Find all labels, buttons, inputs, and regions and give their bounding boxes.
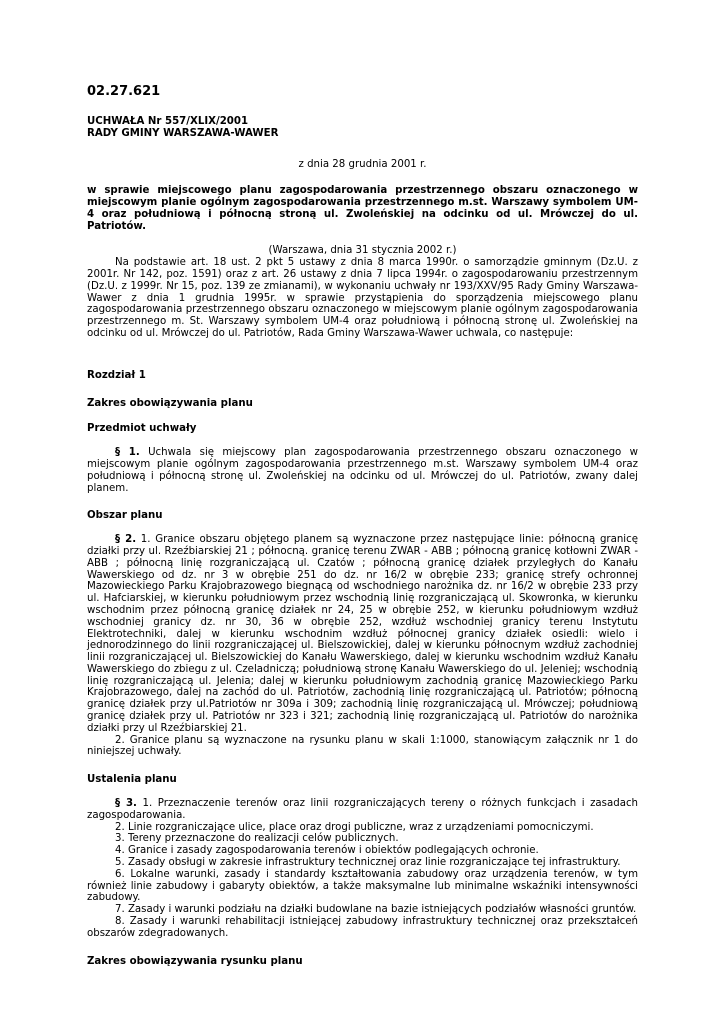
list-item: 7. Zasady i warunki podziału na działki budowlane na bazie istniejących podziałów własności gruntów. [115, 904, 637, 916]
provisions-heading: Ustalenia planu [87, 774, 177, 786]
paragraph-1 [87, 447, 638, 494]
resolution-body: RADY GMINY WARSZAWA-WAWER [87, 127, 279, 139]
subject-heading: Przedmiot uchwały [87, 423, 197, 435]
paragraph-2 [87, 534, 638, 735]
paragraph-3-item-1: 1. Przeznaczenie terenów oraz linii rozgraniczających tereny o różnych funkcjach i zasadach zagospodarowania. [87, 798, 638, 821]
resolution-subject: w sprawie miejscowego planu zagospodarowania przestrzennego obszaru oznaczonego w miejscowym planie ogólnym zagospodarowania przestrzennego m.st. Warszawy symbolem UM-4 oraz południową i północną stroną ul. Zwoleńskiej na odcinku od ul. Mrówczej do ul. Patriotów. [87, 185, 638, 232]
scope-heading: Zakres obowiązywania planu [87, 397, 253, 409]
paragraph-2-item-2: 2. Granice planu są wyznaczone na rysunku planu w skali 1:1000, stanowiącym załącznik nr 1 do niniejszej uchwały. [87, 734, 638, 758]
paragraph-3 [87, 798, 638, 822]
paragraph-2-text: 1. Granice obszaru objętego planem są wyznaczone przez następujące linie: północną granicę działki przy ul. Rzeźbiarskiej 21 ; północną. granicę terenu ZWAR - ABB ; północną granicę kotłowni ZWAR - ABB ; północną linię rozgraniczającą ul. Czatów ; północną granicę działek przyległych do Kanału Wawerskiego od dz. nr 3 w obrębie 251 do dz. nr 16/2 w obrębie 233; granicę strefy ochronnej Mazowieckiego Parku Krajobrazowego biegnącą od wschodniego narożnika dz. nr 16/2 w obrębie 233 przy ul. Hafciarskiej, w kierunku południowym przez wschodnią linię rozgraniczającą ul. Skowronka, w kierunku wschodnim przez północną granicę działek nr 24, 25 w obrębie 252, w kierunku południowym wzdłuż wschodniej granicy dz. nr 30, 36 w obrębie 252, wzdłuż wschodniej granicy terenu Instytutu Elektrotechniki, dalej w kierunku wschodnim wzdłuż północnej granicy działek osiedli: wielo i jednorodzinnego do linii rozgraniczającej ul. Bielszowickiej, dalej w kierunku północnym wzdłuż zachodniej linii rozgraniczającej ul. Bielszowickiej do Kanału Wawerskiego, dalej w kierunku wschodnim wzdłuż Kanału Wawerskiego do zbiegu z ul. Czeladniczą; południową stronę Kanału Wawerskiego do ul. Jeleniej; wschodnią linię rozgraniczającą ul. Jelenia; dalej w kierunku południowym zachodnią granicę Mazowieckiego Parku Krajobrazowego, dalej na zachód do ul. Patriotów, zachodnią linię rozgraniczającą ul. Patriotów; północną granicę działek przy ul.Patriotów nr 309a i 309; zachodnią linię rozgraniczającą ul. Mrówczej; południową granicę działek przy ul. Patriotów nr 323 i 321; zachodnią linię rozgraniczającą ul. Patriotów do narożnika działki przy ul Rzeźbiarskiej 21. [87, 534, 639, 734]
list-item: 4. Granice i zasady zagospodarowania terenów i obiektów podlegających ochronie. [115, 845, 539, 857]
paragraph-3-mark: § 3. [115, 798, 137, 810]
resolution-date: z dnia 28 grudnia 2001 r. [298, 159, 427, 171]
chapter-heading: Rozdział 1 [87, 369, 146, 381]
paragraph-2-mark: § 2. [115, 534, 137, 546]
list-item: 2. Linie rozgraniczające ulice, place oraz drogi publiczne, wraz z urządzeniami pomocniczymi. [115, 821, 594, 833]
publication-place-date: (Warszawa, dnia 31 stycznia 2002 r.) [268, 245, 457, 257]
paragraph-1-mark: § 1. [115, 447, 140, 459]
list-item: 6. Lokalne warunki, zasady i standardy kształtowania zabudowy oraz urządzenia terenów, w tym również linie zabudowy i gabaryty obiektów, a także maksymalne lub minimalne wskaźniki intensywności zabudowy. [87, 868, 638, 904]
document-content [87, 86, 638, 979]
document-number: 02.27.621 [87, 84, 161, 99]
resolution-title: UCHWAŁA Nr 557/XLIX/2001 [87, 115, 249, 127]
list-item: 8. Zasady i warunki rehabilitacji istniejącej zabudowy infrastruktury technicznej oraz przekształceń obszarów zdegradowanych. [87, 916, 638, 939]
paragraph-1-text: Uchwala się miejscowy plan zagospodarowania przestrzennego obszaru oznaczonego w miejscowym planie ogólnym zagospodarowania przestrzennego m.st. Warszawy symbolem UM-4 oraz południową i północną stronę ul. Zwoleńskiej na odcinku od ul. Mrówczej do ul. Patriotów, zwany dalej planem. [87, 447, 638, 494]
list-item: 5. Zasady obsługi w zakresie infrastruktury technicznej oraz linie rozgraniczające tej infrastruktury. [115, 857, 621, 869]
drawing-scope-heading: Zakres obowiązywania rysunku planu [87, 955, 303, 967]
area-heading: Obszar planu [87, 510, 163, 522]
preamble: Na podstawie art. 18 ust. 2 pkt 5 ustawy z dnia 8 marca 1990r. o samorządzie gminnym (Dz.U. z 2001r. Nr 142, poz. 1591) oraz z art. 26 ustawy z dnia 7 lipca 1994r. o zagospodarowaniu przestrzennym (Dz.U. z 1999r. Nr 15, poz. 139 ze zmianami), w wykonaniu uchwały nr 193/XXV/95 Rady Gminy Warszawa-Wawer z dnia 1 grudnia 1995r. w sprawie przystąpienia do sporządzenia miejscowego planu zagospodarowania przestrzennego obszaru oznaczonego w miejscowym planie ogólnym zagospodarowania przestrzennego m. St. Warszawy symbolem UM-4 oraz południową i północną stronę ul. Zwoleńskiej na odcinku od ul. Mrówczej do ul. Patriotów, Rada Gminy Warszawa-Wawer uchwala, co następuje: [87, 257, 638, 339]
list-item: 3. Tereny przeznaczone do realizacji celów publicznych. [115, 833, 399, 845]
